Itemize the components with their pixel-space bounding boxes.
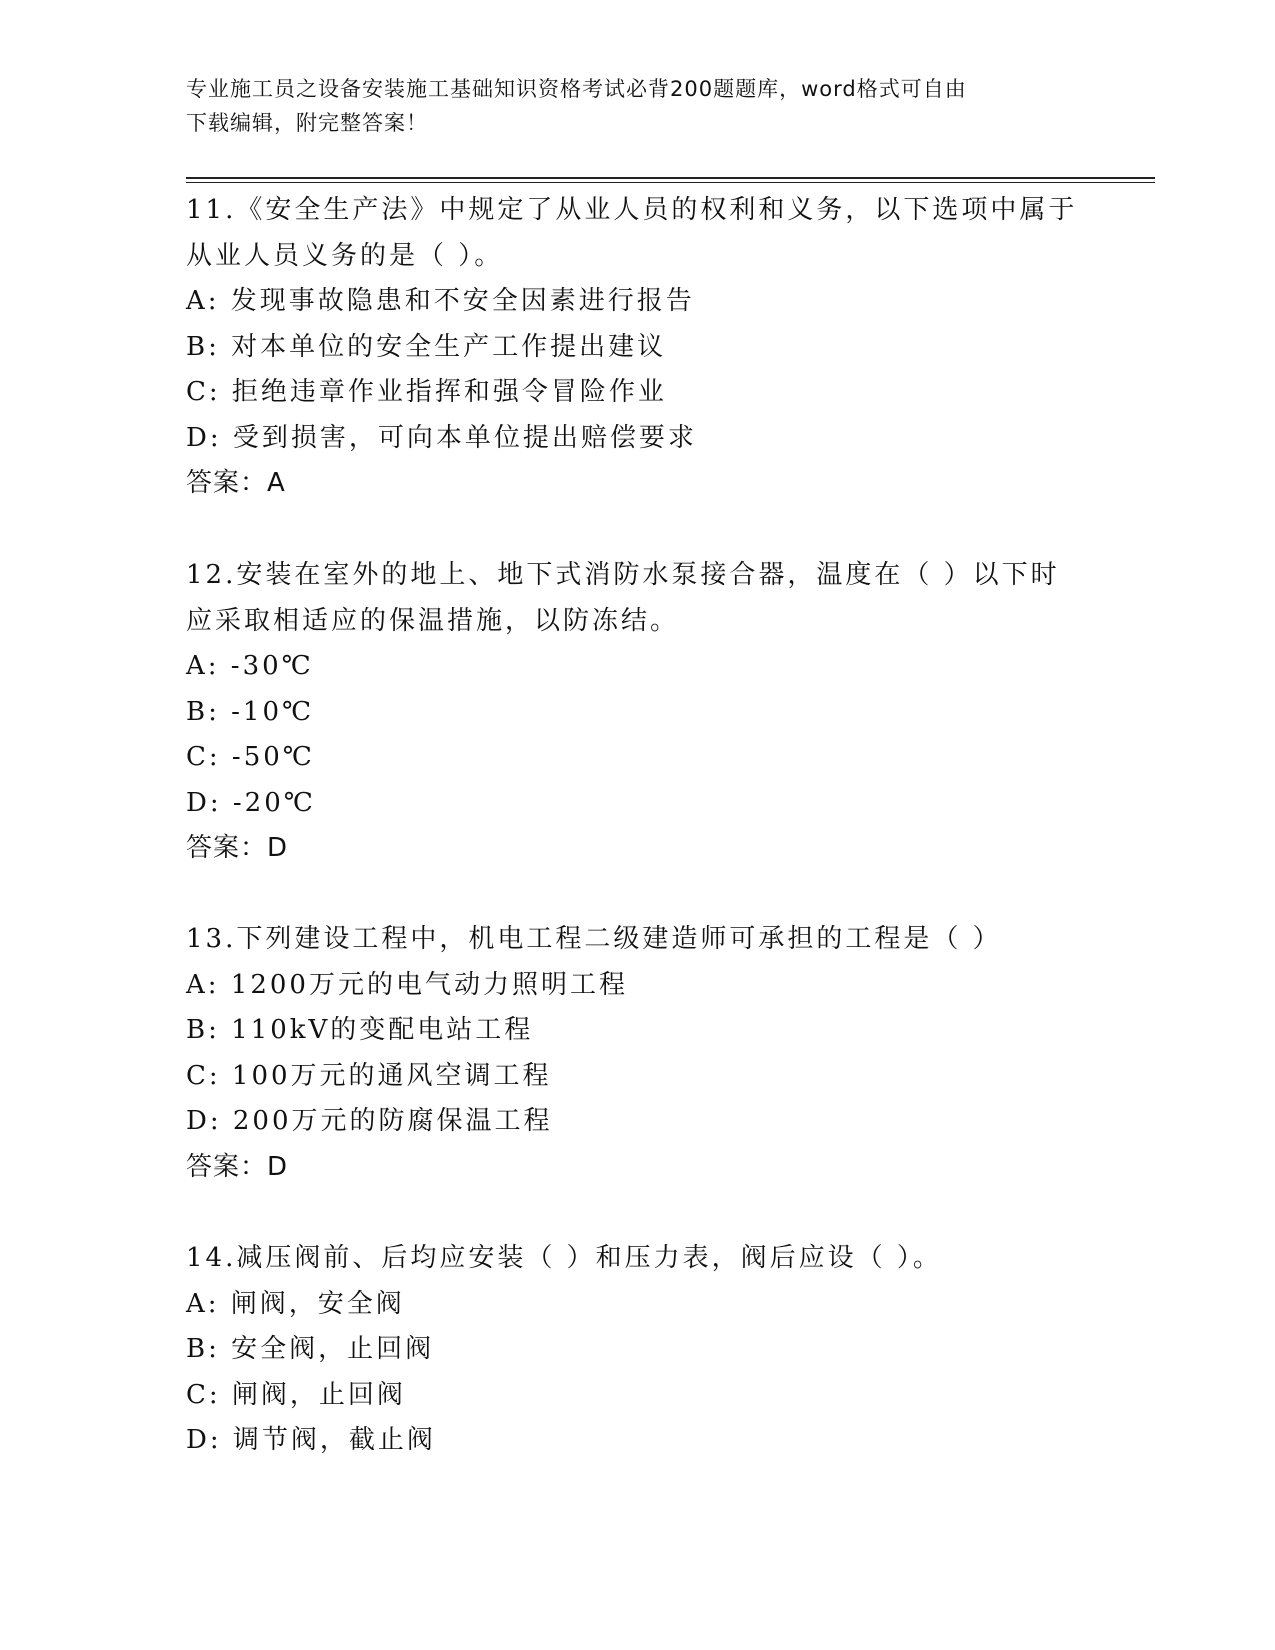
header-divider-thin — [186, 182, 1155, 183]
option-a: A: 1200万元的电气动力照明工程 — [186, 969, 628, 1000]
answer-line: 答案：A — [186, 468, 286, 498]
option-c: C: 100万元的通风空调工程 — [186, 1060, 552, 1091]
option-c: C: 闸阀，止回阀 — [186, 1379, 406, 1410]
question-13 — [186, 917, 1086, 1190]
option-b: B: 安全阀，止回阀 — [186, 1334, 435, 1364]
option-b: B: 110kV的变配电站工程 — [186, 1015, 534, 1045]
option-c: C: -50℃ — [186, 742, 315, 772]
question-14 — [186, 1236, 1086, 1464]
answer-line: 答案：D — [186, 833, 289, 863]
option-b: B: -10℃ — [186, 696, 315, 727]
option-a: A: -30℃ — [186, 651, 314, 681]
question-11 — [186, 188, 1086, 506]
question-stem-line: 13.下列建设工程中，机电工程二级建造师可承担的工程是（ ） — [186, 924, 1002, 954]
option-d: D: -20℃ — [186, 787, 316, 818]
question-stem-line: 从业人员义务的是（ ）。 — [186, 240, 504, 271]
question-stem-line: 11.《安全生产法》中规定了从业人员的权利和义务，以下选项中属于 — [186, 195, 1078, 225]
question-12 — [186, 553, 1086, 871]
option-c: C: 拒绝违章作业指挥和强令冒险作业 — [186, 377, 667, 407]
header-divider-thick — [186, 177, 1155, 179]
question-stem-line: 12.安装在室外的地上、地下式消防水泵接合器，温度在（ ）以下时 — [186, 560, 1060, 590]
question-stem-line: 14.减压阀前、后均应安装（ ）和压力表，阀后应设（ ）。 — [186, 1243, 942, 1273]
option-d: D: 受到损害，可向本单位提出赔偿要求 — [186, 422, 697, 453]
option-a: A: 闸阀，安全阀 — [186, 1288, 405, 1319]
answer-line: 答案：D — [186, 1151, 289, 1182]
option-b: B: 对本单位的安全生产工作提出建议 — [186, 331, 667, 362]
option-d: D: 200万元的防腐保温工程 — [186, 1106, 553, 1136]
header-line-2: 下载编辑，附完整答案！ — [186, 111, 428, 135]
option-a: A: 发现事故隐患和不安全因素进行报告 — [186, 286, 695, 316]
question-stem-line: 应采取相适应的保温措施，以防冻结。 — [186, 605, 680, 636]
document-header — [186, 72, 1066, 140]
header-line-1: 专业施工员之设备安装施工基础知识资格考试必背200题题库，word格式可自由 — [186, 77, 967, 101]
option-d: D: 调节阀，截止阀 — [186, 1425, 436, 1455]
